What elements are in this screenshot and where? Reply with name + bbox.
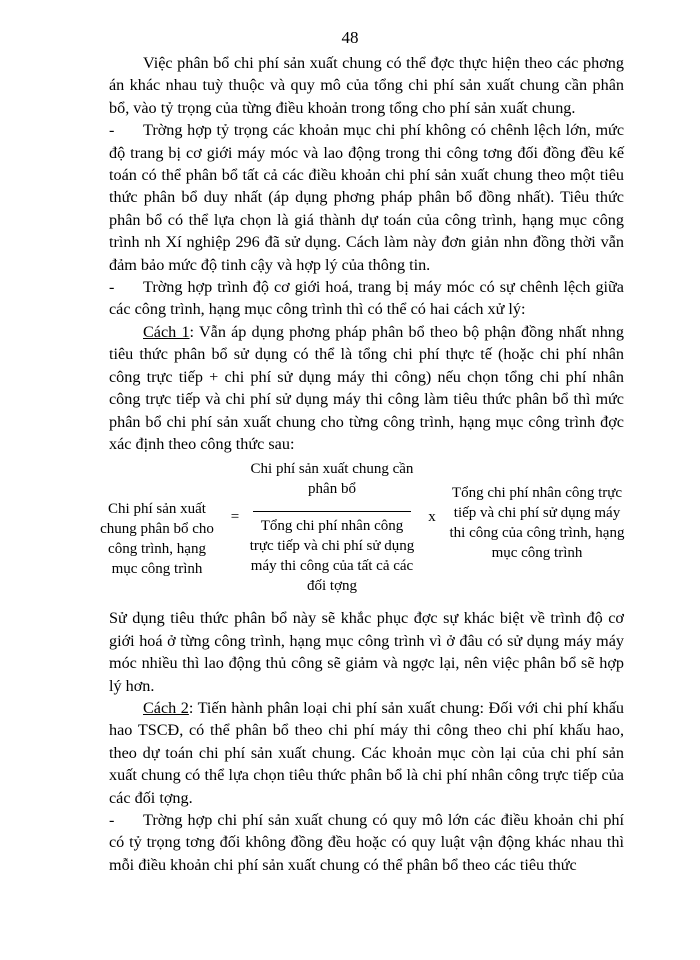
paragraph-method-1-benefit: Sử dụng tiêu thức phân bổ này sẽ khắc phục đợc sự khác biệt về trình độ cơ giới hoá ở từng công trình, hạng mục công trình vì ở đâu có sử dụng máy máy móc nhiều thì lao động thủ công sẽ giảm và ngợc lại, nên việc phân bổ sẽ hợp lý hơn.: [109, 609, 624, 695]
paragraph-method-2: [109, 697, 624, 809]
paragraph-text: : Tiến hành phân loại chi phí sản xuất chung: Đối với chi phí khấu hao TSCĐ, có thể phân bổ theo chi phí máy thi công theo chi phí khấu hao, theo dự toán chi phí sản xuất chung. Các khoản mục còn lại của chi phí sản xuất chung có thể lựa chọn tiêu thức phân bổ là chi phí nhân công trực tiếp của các đối tợng.: [109, 698, 624, 807]
formula-fraction: [247, 459, 417, 596]
fraction-bar: [253, 511, 411, 512]
allocation-formula: [100, 459, 625, 601]
formula-numerator: Chi phí sản xuất chung cần phân bổ: [250, 461, 414, 498]
formula-right-term: Tổng chi phí nhân công trực tiếp và chi phí sử dụng máy thi công của công trình, hạng mục công trình: [449, 485, 625, 562]
paragraph-text: Trờng hợp chi phí sản xuất chung có quy mô lớn các điều khoản chi phí có tỷ trọng tơng đối không đồng đều hoặc có quy luật vận động khác nhau thì mỗi điều khoản chi phí sản xuất chung có thể phân bổ theo các tiêu thức: [109, 810, 624, 874]
formula-equals-sign: =: [230, 509, 240, 526]
formula-multiply-sign: x: [428, 509, 436, 526]
paragraph-text: Trờng hợp trình độ cơ giới hoá, trang bị máy móc có sự chênh lệch giữa các công trình, hạng mục công trình thì có thể có hai cách xử lý:: [109, 278, 624, 319]
paragraph-text: : Vẫn áp dụng phơng pháp phân bổ theo bộ phận đồng nhất nhng tiêu thức phân bổ sử dụng có thể là tổng chi phí thực tế (hoặc chi phí nhân công trực tiếp + chi phí sử dụng máy thi công) nếu chọn tổng chi phí nhân công trực tiếp và chi phí sử dụng máy thi công làm tiêu thức phân bổ thì mức phân bổ chi phí sản xuất chung cho từng công trình, hạng mục công trình đợc xác định theo công thức sau:: [109, 322, 624, 453]
method-label: Cách 1: [143, 322, 190, 341]
formula-denominator: Tổng chi phí nhân công trực tiếp và chi phí sử dụng máy thi công của tất cả các đối tợng: [249, 518, 415, 595]
method-label: Cách 2: [143, 698, 189, 717]
bullet-dash: -: [109, 121, 115, 140]
formula-left-term: Chi phí sản xuất chung phân bổ cho công trình, hạng mục công trình: [100, 501, 214, 578]
paragraph-case-large-scale: [109, 809, 624, 876]
page-number: 48: [341, 28, 359, 47]
bullet-dash: -: [109, 810, 115, 829]
bullet-dash: -: [109, 278, 115, 297]
paragraph-case-mechanization: [109, 276, 624, 321]
paragraph-method-1: [109, 321, 624, 455]
paragraph-intro: Việc phân bổ chi phí sản xuất chung có thể đợc thực hiện theo các phơng án khác nhau tuỳ thuộc và quy mô của tổng chi phí sản xuất chung cần phân bổ, vào tỷ trọng của từng điều khoản trong tổng cho phí sản xuất chung.: [109, 54, 624, 117]
body-text: [100, 52, 625, 876]
paragraph-text: Trờng hợp tỷ trọng các khoản mục chi phí không có chênh lệch lớn, mức độ trang bị cơ giới máy móc và lao động trong thi công tơng đối đồng đều kế toán có thể phân bổ tất cả các điều khoản chi phí sản xuất chung theo một tiêu thức phân bổ duy nhất (áp dụng phơng pháp phân bổ đồng nhất). Tiêu thức phân bổ có thể lựa chọn là giá thành dự toán của công trình, hạng mục công trình nh Xí nghiệp 296 đã sử dụng. Cách làm này đơn giản nhn đồng thời vẫn đảm bảo mức độ tinh cậy và hợp lý của thông tin.: [109, 121, 624, 274]
paragraph-case-uniform: [109, 119, 624, 276]
